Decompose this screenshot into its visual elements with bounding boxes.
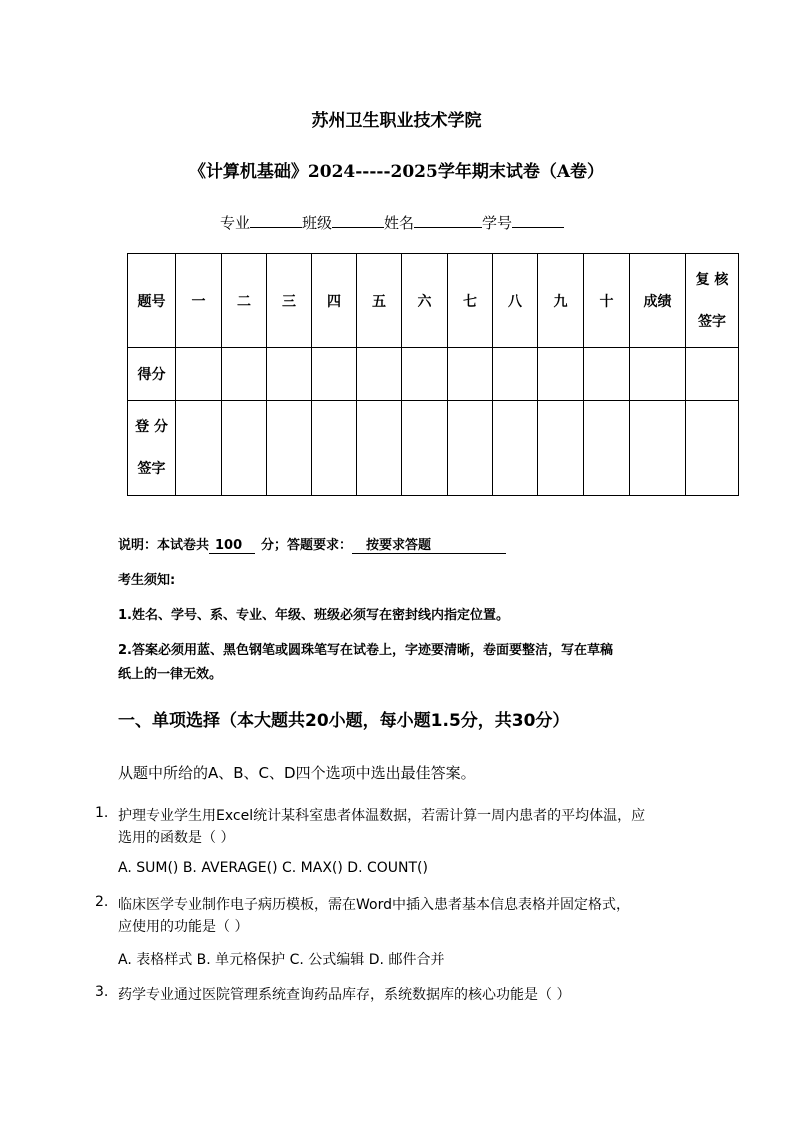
score-cell[interactable] bbox=[538, 348, 584, 401]
score-cell[interactable] bbox=[493, 348, 538, 401]
cell-review-sign bbox=[686, 254, 739, 348]
section-instruction: 从题中所给的A、B、C、D四个选项中选出最佳答案。 bbox=[118, 764, 476, 782]
exam-title: 《计算机基础》2024-----2025学年期末试卷（A卷） bbox=[188, 162, 605, 182]
notice-2-line1: 2.答案必须用蓝、黑色钢笔或圆珠笔写在试卷上，字迹要清晰，卷面要整洁，写在草稿 bbox=[118, 643, 613, 658]
table-row-score bbox=[128, 348, 739, 401]
section-title: 一、单项选择（本大题共20小题，每小题1.5分，共30分） bbox=[118, 711, 570, 731]
cell-header: 三 bbox=[267, 254, 312, 348]
student-id-blank[interactable] bbox=[512, 213, 564, 228]
question-options: A. SUM() B. AVERAGE() C. MAX() D. COUNT() bbox=[118, 860, 428, 876]
desc-prefix: 说明：本试卷共 bbox=[118, 538, 210, 553]
major-blank[interactable] bbox=[250, 213, 302, 228]
sign-cell[interactable] bbox=[176, 401, 222, 496]
question-text: 临床医学专业制作电子病历模板，需在Word中插入患者基本信息表格并固定格式， bbox=[118, 897, 630, 913]
cell-label: 得分 bbox=[128, 348, 176, 401]
question-text: 应使用的功能是（ ） bbox=[118, 919, 249, 935]
cell-header: 二 bbox=[222, 254, 267, 348]
table-row-sign bbox=[128, 401, 739, 496]
exam-description bbox=[118, 534, 506, 554]
score-cell[interactable] bbox=[357, 348, 402, 401]
name-blank[interactable] bbox=[414, 213, 482, 228]
cell-header: 六 bbox=[402, 254, 448, 348]
register-label: 登 分 bbox=[135, 419, 168, 435]
question-number: 2. bbox=[95, 894, 109, 910]
sign-cell[interactable] bbox=[493, 401, 538, 496]
sign-label: 签字 bbox=[698, 313, 726, 330]
score-cell[interactable] bbox=[312, 348, 357, 401]
cell-header: 一 bbox=[176, 254, 222, 348]
sign-cell[interactable] bbox=[357, 401, 402, 496]
score-cell[interactable] bbox=[630, 348, 686, 401]
desc-mid: 分；答题要求： bbox=[261, 538, 353, 553]
score-cell[interactable] bbox=[448, 348, 493, 401]
notice-1: 1.姓名、学号、系、专业、年级、班级必须写在密封线内指定位置。 bbox=[118, 608, 509, 623]
class-blank[interactable] bbox=[332, 213, 384, 228]
cell-header: 九 bbox=[538, 254, 584, 348]
review-label: 复 核 bbox=[695, 271, 729, 288]
sign-cell[interactable] bbox=[222, 401, 267, 496]
class-label: 班级 bbox=[302, 214, 333, 232]
score-cell[interactable] bbox=[267, 348, 312, 401]
sign-label: 签字 bbox=[137, 461, 166, 477]
school-name: 苏州卫生职业技术学院 bbox=[311, 111, 482, 131]
score-cell[interactable] bbox=[176, 348, 222, 401]
cell-header: 题号 bbox=[128, 254, 176, 348]
score-table bbox=[127, 253, 739, 496]
student-info-line bbox=[220, 212, 564, 233]
question-number: 1. bbox=[95, 805, 109, 821]
cell-header: 成绩 bbox=[630, 254, 686, 348]
cell-header: 七 bbox=[448, 254, 493, 348]
sign-cell[interactable] bbox=[448, 401, 493, 496]
score-cell[interactable] bbox=[584, 348, 630, 401]
score-cell[interactable] bbox=[222, 348, 267, 401]
score-cell[interactable] bbox=[402, 348, 448, 401]
sign-cell[interactable] bbox=[686, 401, 739, 496]
sign-cell[interactable] bbox=[402, 401, 448, 496]
sign-cell[interactable] bbox=[267, 401, 312, 496]
cell-header: 八 bbox=[493, 254, 538, 348]
question-text: 护理专业学生用Excel统计某科室患者体温数据，若需计算一周内患者的平均体温，应 bbox=[118, 808, 646, 824]
name-label: 姓名 bbox=[384, 214, 415, 232]
cell-header: 五 bbox=[357, 254, 402, 348]
cell-header: 十 bbox=[584, 254, 630, 348]
question-text: 药学专业通过医院管理系统查询药品库存，系统数据库的核心功能是（ ） bbox=[118, 987, 571, 1003]
question-options: A. 表格样式 B. 单元格保护 C. 公式编辑 D. 邮件合并 bbox=[118, 952, 445, 968]
notice-2-line2: 纸上的一律无效。 bbox=[118, 667, 223, 682]
total-score: 100 bbox=[209, 538, 255, 554]
question-text: 选用的函数是（ ） bbox=[118, 830, 235, 846]
sign-cell[interactable] bbox=[312, 401, 357, 496]
notice-title: 考生须知: bbox=[118, 573, 176, 588]
table-row-header bbox=[128, 254, 739, 348]
sign-cell[interactable] bbox=[630, 401, 686, 496]
student-id-label: 学号 bbox=[482, 214, 513, 232]
cell-label bbox=[128, 401, 176, 496]
major-label: 专业 bbox=[220, 214, 251, 232]
sign-cell[interactable] bbox=[538, 401, 584, 496]
sign-cell[interactable] bbox=[584, 401, 630, 496]
question-number: 3. bbox=[95, 984, 109, 1000]
answer-requirement: 按要求答题 bbox=[352, 534, 506, 554]
cell-header: 四 bbox=[312, 254, 357, 348]
score-cell[interactable] bbox=[686, 348, 739, 401]
